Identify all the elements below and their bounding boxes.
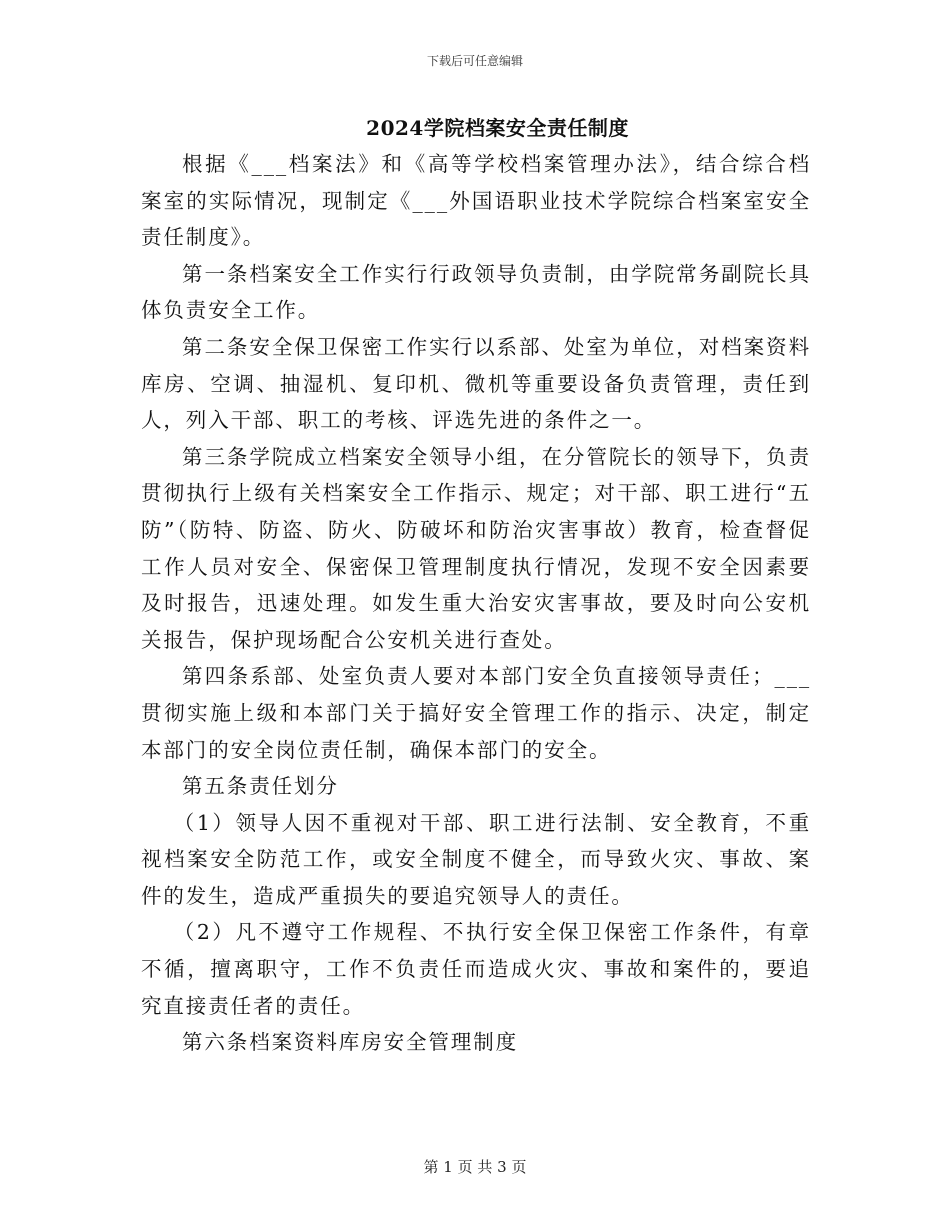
paragraph-article-5: 第五条责任划分 (182, 774, 339, 799)
document-body (141, 146, 811, 1061)
paragraph-intro: 根据《___档案法》和《高等学校档案管理办法》，结合综合档案室的实际情况，现制定《___外国语职业技术学院综合档案室安全责任制度》。 (141, 152, 811, 250)
paragraph-article-2: 第二条安全保卫保密工作实行以系部、处室为单位，对档案资料库房、空调、抽湿机、复印机、微机等重要设备负责管理，责任到人，列入干部、职工的考核、评选先进的条件之一。 (141, 334, 811, 433)
paragraph-article-6: 第六条档案资料库房安全管理制度 (182, 1030, 518, 1055)
paragraph-item-2: （2）凡不遵守工作规程、不执行安全保卫保密工作条件，有章不循，擅离职守，工作不负责任而造成火灾、事故和案件的，要追究直接责任者的责任。 (141, 920, 811, 1018)
page-header-note: 下载后可任意编辑 (426, 54, 523, 68)
paragraph-item-1: （1）领导人因不重视对干部、职工进行法制、安全教育，不重视档案安全防范工作，或安全制度不健全，而导致火灾、事故、案件的发生，造成严重损失的要追究领导人的责任。 (141, 810, 811, 908)
paragraph-article-3: 第三条学院成立档案安全领导小组，在分管院长的领导下，负责贯彻执行上级有关档案安全工作指示、规定；对干部、职工进行“五防”（防特、防盗、防火、防破坏和防治灾害事故）教育，检查督促工作人员对安全、保密保卫管理制度执行情况，发现不安全因素要及时报告，迅速处理。如发生重大治安灾害事故，要及时向公安机关报告，保护现场配合公安机关进行查处。 (141, 444, 811, 652)
paragraph-article-4: 第四条系部、处室负责人要对本部门安全负直接领导责任；___贯彻实施上级和本部门关于搞好安全管理工作的指示、决定，制定本部门的安全岗位责任制，确保本部门的安全。 (141, 664, 811, 762)
page-number: 第 1 页 共 3 页 (423, 1158, 527, 1176)
paragraph-article-1: 第一条档案安全工作实行行政领导负责制，由学院常务副院长具体负责安全工作。 (141, 261, 811, 323)
document-title: 2024学院档案安全责任制度 (366, 116, 629, 140)
